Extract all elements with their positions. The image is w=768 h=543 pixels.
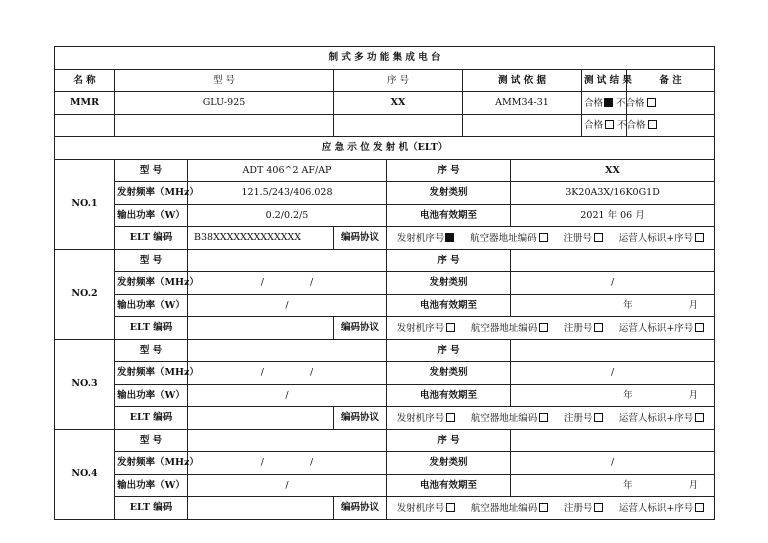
- label-freq: 发射频率（MHz）: [115, 272, 188, 295]
- label-power: 输出功率（W）: [115, 384, 188, 407]
- label-model: 型 号: [115, 159, 188, 182]
- elt-battery-value: 2021 年 06 月: [511, 204, 715, 227]
- label-protocol: 编码协议: [334, 317, 387, 340]
- elt-serial-value: [511, 339, 715, 362]
- elt-freq-value: / /: [188, 272, 387, 295]
- blank-name: [55, 114, 115, 137]
- elt-battery-value: 年 月: [511, 294, 715, 317]
- pass-label: 合格: [584, 97, 604, 109]
- elt-serial-value: [511, 429, 715, 452]
- elt-block-id: NO.3: [55, 339, 115, 429]
- blank-serial: [334, 114, 463, 137]
- label-power: 输出功率（W）: [115, 204, 188, 227]
- elt-category-value: /: [511, 362, 715, 385]
- blank-result: [582, 114, 646, 137]
- elt-power-value: /: [188, 384, 387, 407]
- elt-model-value: [188, 429, 387, 452]
- elt-code-value: B38XXXXXXXXXXXXX: [188, 227, 334, 250]
- pass-checkbox[interactable]: [605, 120, 614, 129]
- elt-freq-value: / /: [188, 452, 387, 475]
- elt-test-form: [54, 46, 715, 520]
- protocol-options[interactable]: 发射机序号 航空器地址编码 注册号 运营人标识+序号: [387, 407, 715, 430]
- elt-model-value: [188, 249, 387, 272]
- label-elt-code: ELT 编码: [115, 227, 188, 250]
- header-model: 型 号: [115, 69, 334, 92]
- label-freq: 发射频率（MHz）: [115, 362, 188, 385]
- blank-basis: [463, 114, 582, 137]
- label-protocol: 编码协议: [334, 497, 387, 520]
- label-battery: 电池有效期至: [387, 384, 511, 407]
- label-serial: 序 号: [387, 339, 511, 362]
- elt-power-value: /: [188, 474, 387, 497]
- elt-freq-value: 121.5/243/406.028: [188, 182, 387, 205]
- label-model: 型 号: [115, 249, 188, 272]
- label-model: 型 号: [115, 429, 188, 452]
- elt-power-value: /: [188, 294, 387, 317]
- form-title: 制 式 多 功 能 集 成 电 台: [55, 47, 715, 70]
- mmr-serial: XX: [334, 92, 463, 115]
- header-name: 名 称: [55, 69, 115, 92]
- label-elt-code: ELT 编码: [115, 497, 188, 520]
- mmr-model: GLU-925: [115, 92, 334, 115]
- header-basis: 测 试 依 据: [463, 69, 582, 92]
- header-serial: 序 号: [334, 69, 463, 92]
- mmr-name: MMR: [55, 92, 115, 115]
- fail-checkbox[interactable]: [647, 98, 656, 107]
- label-category: 发射类别: [387, 182, 511, 205]
- elt-code-value: [188, 497, 334, 520]
- elt-model-value: ADT 406^2 AF/AP: [188, 159, 387, 182]
- elt-section-title: 应 急 示 位 发 射 机（ELT）: [55, 137, 715, 160]
- protocol-options[interactable]: 发射机序号 航空器地址编码 注册号 运营人标识+序号: [387, 317, 715, 340]
- elt-model-value: [188, 339, 387, 362]
- mmr-basis: AMM34-31: [463, 92, 582, 115]
- label-category: 发射类别: [387, 362, 511, 385]
- label-model: 型 号: [115, 339, 188, 362]
- elt-power-value: 0.2/0.2/5: [188, 204, 387, 227]
- blank-model: [115, 114, 334, 137]
- label-serial: 序 号: [387, 249, 511, 272]
- label-battery: 电池有效期至: [387, 294, 511, 317]
- pass-label: 合格: [584, 120, 604, 131]
- mmr-result: [582, 92, 645, 115]
- label-serial: 序 号: [387, 159, 511, 182]
- label-serial: 序 号: [387, 429, 511, 452]
- fail-label: 不合格: [616, 97, 645, 109]
- elt-code-value: [188, 317, 334, 340]
- label-freq: 发射频率（MHz）: [115, 452, 188, 475]
- label-battery: 电池有效期至: [387, 474, 511, 497]
- elt-battery-value: 年 月: [511, 474, 715, 497]
- label-category: 发射类别: [387, 272, 511, 295]
- fail-checkbox[interactable]: [648, 120, 657, 129]
- elt-freq-value: / /: [188, 362, 387, 385]
- protocol-options[interactable]: 发射机序号 航空器地址编码 注册号 运营人标识+序号: [387, 227, 715, 250]
- protocol-options[interactable]: 发射机序号 航空器地址编码 注册号 运营人标识+序号: [387, 497, 715, 520]
- label-power: 输出功率（W）: [115, 294, 188, 317]
- header-result: 测 试 结 果: [582, 69, 627, 92]
- elt-battery-value: 年 月: [511, 384, 715, 407]
- label-category: 发射类别: [387, 452, 511, 475]
- label-protocol: 编码协议: [334, 407, 387, 430]
- fail-label: 不合格: [617, 120, 646, 131]
- elt-category-value: /: [511, 272, 715, 295]
- label-elt-code: ELT 编码: [115, 407, 188, 430]
- elt-category-value: 3K20A3X/16K0G1D: [511, 182, 715, 205]
- elt-serial-value: XX: [511, 159, 715, 182]
- label-freq: 发射频率（MHz）: [115, 182, 188, 205]
- elt-block-id: NO.4: [55, 429, 115, 519]
- elt-serial-value: [511, 249, 715, 272]
- label-power: 输出功率（W）: [115, 474, 188, 497]
- label-elt-code: ELT 编码: [115, 317, 188, 340]
- label-battery: 电池有效期至: [387, 204, 511, 227]
- elt-block-id: NO.2: [55, 249, 115, 339]
- header-remark: 备 注: [627, 69, 715, 92]
- elt-category-value: /: [511, 452, 715, 475]
- pass-checkbox-checked[interactable]: [604, 98, 613, 107]
- label-protocol: 编码协议: [334, 227, 387, 250]
- elt-block-id: NO.1: [55, 159, 115, 249]
- elt-code-value: [188, 407, 334, 430]
